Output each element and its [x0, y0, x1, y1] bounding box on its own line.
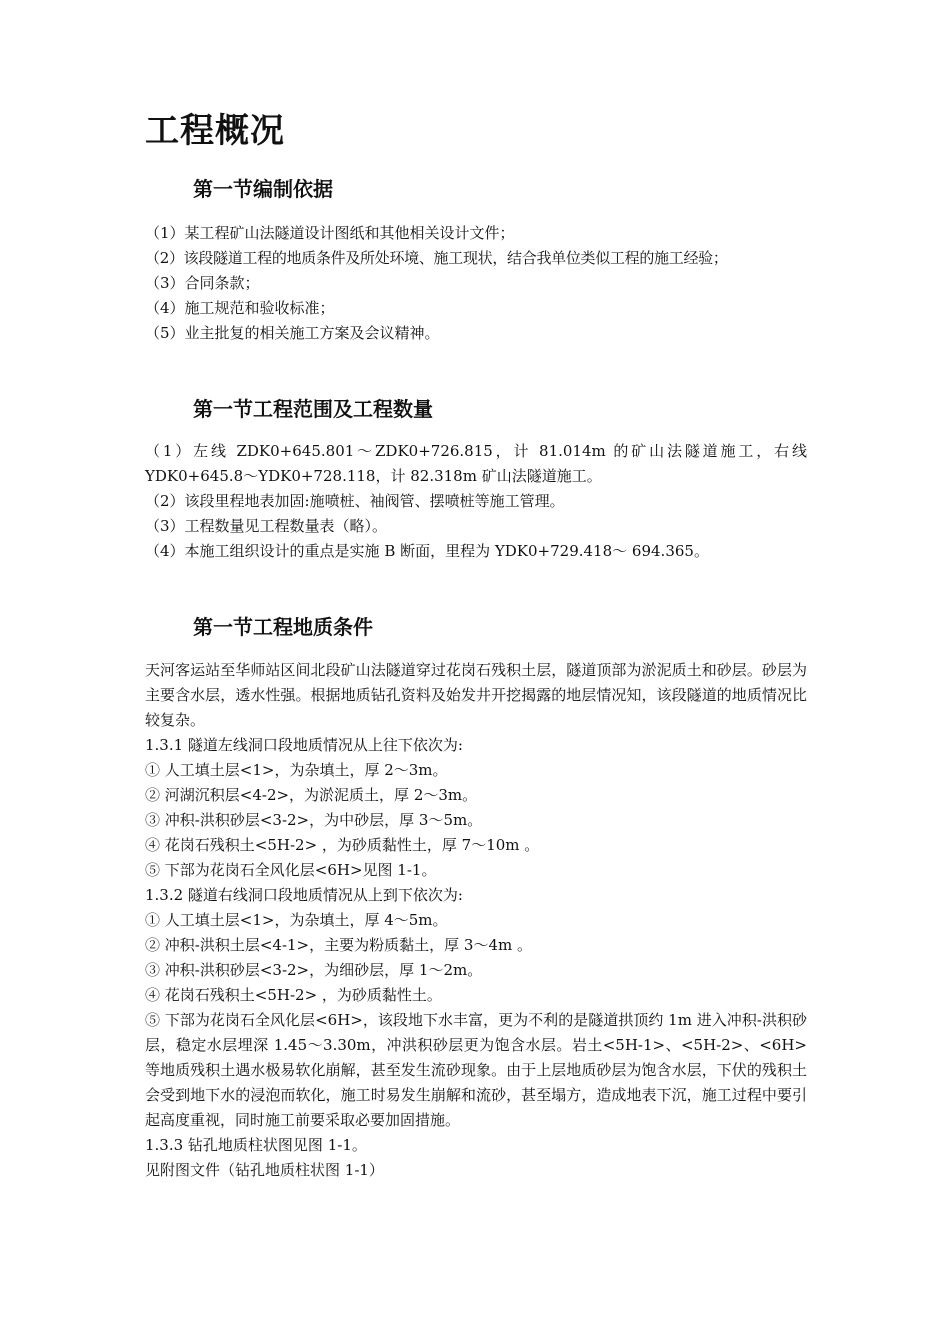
layer-5-paragraph: ⑤ 下部为花岗石全风化层<6H>，该段地下水丰富，更为不利的是隧道拱顶约 1m 进入冲积-洪积砂层，稳定水层埋深 1.45～3.30m，冲洪积砂层更为饱含水层。岩土<5H-1>、<5H-2>、<6H>等地质残积土遇水极易软化崩解，甚至发生流砂现象。由于上层地质砂层为饱含水层，下伏的残积土会受到地下水的浸泡而软化，施工时易发生崩解和流砂，甚至塌方，造成地表下沉，施工过程中要引起高度重视，同时施工前要采取必要加固措施。 — [145, 1011, 807, 1129]
document-title: 工程概况 — [145, 111, 285, 151]
section-3-heading: 第一节工程地质条件 — [193, 615, 373, 639]
list-item: （1）左线 ZDK0+645.801～ZDK0+726.815，计 81.014m 的矿山法隧道施工，右线 — [145, 442, 807, 460]
list-item: （3）工程数量见工程数量表（略）。 — [145, 517, 388, 535]
list-item: （3）合同条款； — [145, 274, 260, 292]
left-line-heading: 1.3.1 隧道左线洞口段地质情况从上往下依次为: — [145, 736, 463, 754]
section-3-body — [145, 658, 807, 1183]
list-item: （4）施工规范和验收标准； — [145, 299, 335, 317]
list-item: ② 冲积-洪积土层<4-1>，主要为粉质黏土，厚 3～4m 。 — [145, 936, 532, 954]
list-item: ② 河湖沉积层<4-2>，为淤泥质土，厚 2～3m。 — [145, 786, 478, 804]
list-item: ⑤ 下部为花岗石全风化层<6H>见图 1-1。 — [145, 861, 437, 879]
list-item: （4）本施工组织设计的重点是实施 B 断面，里程为 YDK0+729.418～ 694.365。 — [145, 542, 709, 560]
section-1-heading: 第一节编制依据 — [193, 177, 333, 201]
list-item: ④ 花岗石残积土<5H-2> ，为砂质黏性土，厚 7～10m 。 — [145, 836, 540, 854]
list-item: ④ 花岗石残积土<5H-2> ，为砂质黏性土。 — [145, 986, 442, 1004]
section-1-list — [145, 221, 807, 346]
list-item: ① 人工填土层<1>，为杂填土，厚 2～3m。 — [145, 761, 448, 779]
appendix-note: 见附图文件（钻孔地质柱状图 1-1） — [145, 1161, 384, 1179]
borehole-note: 1.3.3 钻孔地质柱状图见图 1-1。 — [145, 1136, 367, 1154]
section-2-list — [145, 439, 807, 564]
list-item: ③ 冲积-洪积砂层<3-2>，为细砂层，厚 1～2m。 — [145, 961, 483, 979]
list-item: （5）业主批复的相关施工方案及会议精神。 — [145, 324, 440, 342]
intro-paragraph: 天河客运站至华师站区间北段矿山法隧道穿过花岗石残积土层，隧道顶部为淤泥质土和砂层。砂层为主要含水层，透水性强。根据地质钻孔资料及始发井开挖揭露的地层情况知，该段隧道的地质情况比较复杂。 — [145, 661, 807, 729]
list-item: （2）该段里程地表加固:施喷桩、袖阀管、摆喷桩等施工管理。 — [145, 492, 565, 510]
list-item-continuation: YDK0+645.8～YDK0+728.118，计 82.318m 矿山法隧道施工。 — [145, 467, 602, 485]
right-line-heading: 1.3.2 隧道右线洞口段地质情况从上到下依次为: — [145, 886, 463, 904]
section-2-heading: 第一节工程范围及工程数量 — [193, 397, 433, 421]
list-item: （2）该段隧道工程的地质条件及所处环境、施工现状，结合我单位类似工程的施工经验； — [145, 249, 728, 267]
list-item: （1）某工程矿山法隧道设计图纸和其他相关设计文件； — [145, 224, 515, 242]
list-item: ① 人工填土层<1>，为杂填土，厚 4～5m。 — [145, 911, 448, 929]
list-item: ③ 冲积-洪积砂层<3-2>，为中砂层，厚 3～5m。 — [145, 811, 483, 829]
